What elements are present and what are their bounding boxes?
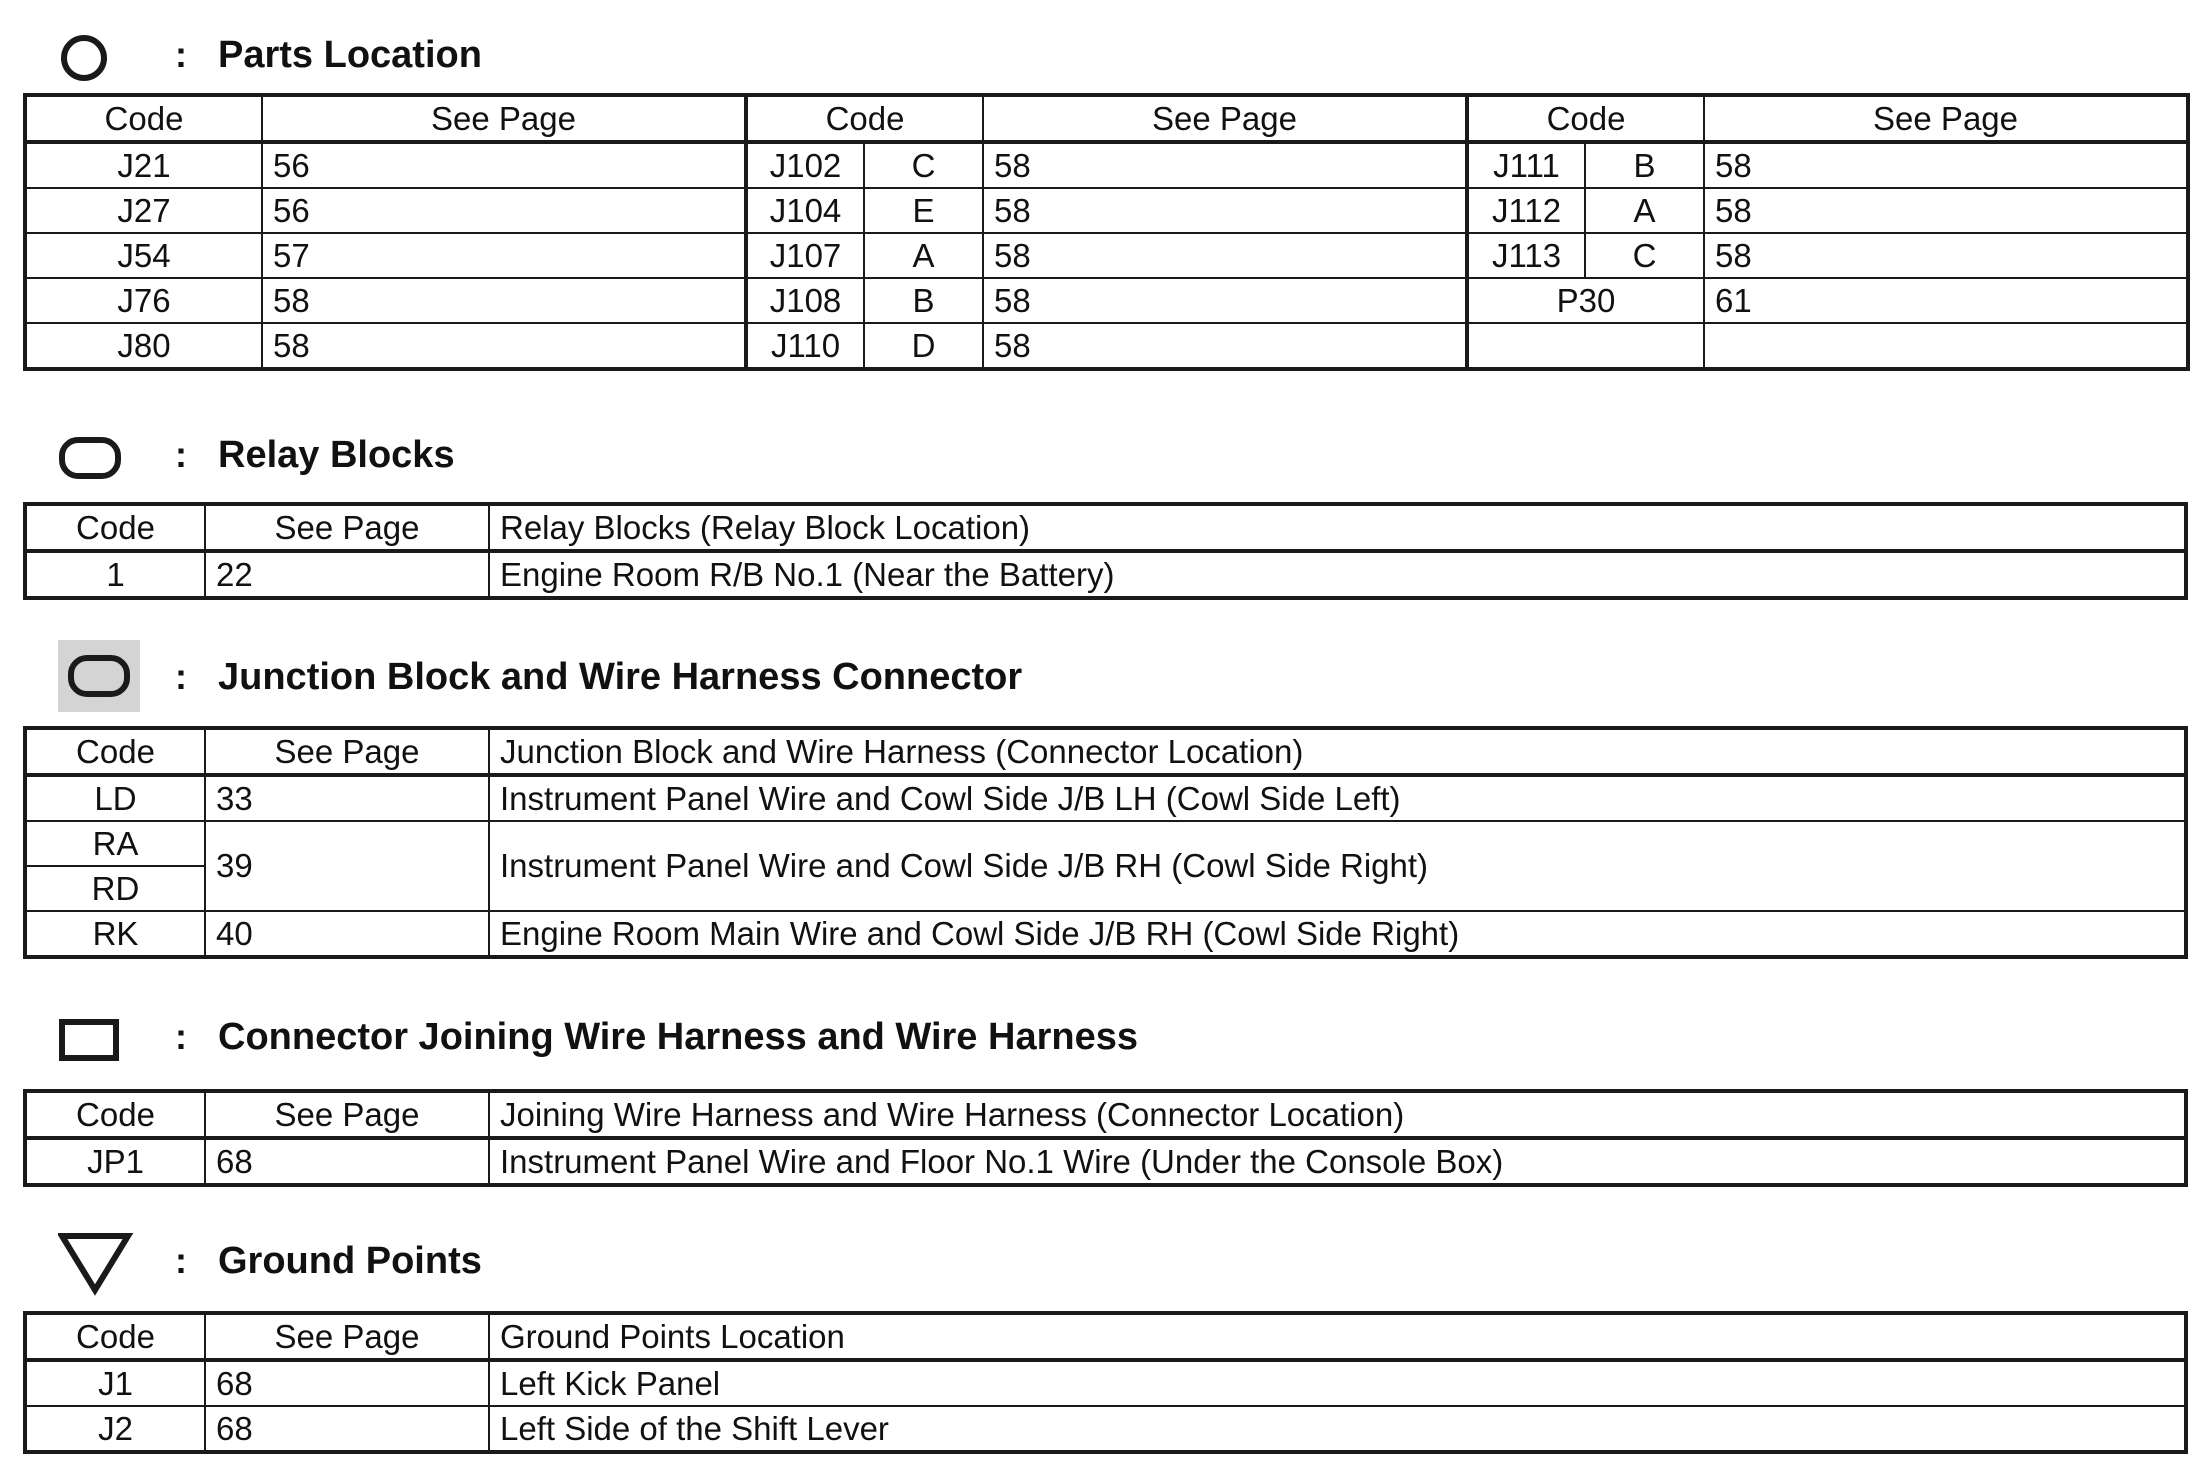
description-cell: Instrument Panel Wire and Cowl Side J/B LH (Cowl Side Left) (489, 775, 2186, 821)
table-row (25, 278, 2188, 323)
code-cell: RK (25, 911, 205, 957)
table-row (25, 233, 2188, 278)
page-cell: 58 (983, 142, 1467, 188)
code-cell: J21 (25, 142, 262, 188)
relay-blocks-heading (0, 428, 2211, 488)
code-cell: J27 (25, 188, 262, 233)
code-cell: J113 (1467, 233, 1585, 278)
page-cell: 61 (1704, 278, 2188, 323)
code-cell: LD (25, 775, 205, 821)
page-cell: 58 (1704, 188, 2188, 233)
junction-block-table (23, 726, 2188, 959)
page-cell: 58 (983, 233, 1467, 278)
sub-code-cell: A (864, 233, 983, 278)
page-cell: 58 (1704, 142, 2188, 188)
page-cell: 40 (205, 911, 489, 957)
description-cell: Left Kick Panel (489, 1360, 2186, 1406)
table-row (25, 1406, 2186, 1452)
header-code: Code (25, 1091, 205, 1138)
code-cell: J108 (746, 278, 864, 323)
code-cell: J2 (25, 1406, 205, 1452)
relay-blocks-title: Relay Blocks (218, 434, 455, 476)
header-see-page: See Page (205, 1313, 489, 1360)
junction-block-heading (0, 640, 2211, 716)
ground-points-heading (0, 1230, 2211, 1300)
code-cell: J104 (746, 188, 864, 233)
connector-colon: : (175, 1016, 187, 1057)
relay-colon: : (175, 434, 187, 475)
connector-joining-heading (0, 1010, 2211, 1070)
table-row (25, 821, 2186, 866)
code-cell: J110 (746, 323, 864, 369)
circle-icon (58, 32, 110, 84)
junction-header-row (25, 728, 2186, 775)
header-code: Code (25, 1313, 205, 1360)
header-see-page: See Page (205, 504, 489, 551)
shaded-rounded-rectangle-icon (58, 640, 140, 712)
code-cell: J102 (746, 142, 864, 188)
header-see-page: See Page (205, 728, 489, 775)
page-cell: 22 (205, 551, 489, 598)
code-cell: J107 (746, 233, 864, 278)
connector-header-row (25, 1091, 2186, 1138)
sub-code-cell: D (864, 323, 983, 369)
ground-points-title: Ground Points (218, 1240, 482, 1282)
ground-points-table (23, 1311, 2188, 1454)
header-see-page: See Page (262, 95, 746, 142)
header-see-page: See Page (205, 1091, 489, 1138)
junction-block-title: Junction Block and Wire Harness Connector (218, 656, 1023, 698)
page-cell: 58 (983, 323, 1467, 369)
table-row (25, 775, 2186, 821)
junction-colon: : (175, 656, 187, 697)
square-icon (58, 1016, 122, 1064)
table-row (25, 188, 2188, 233)
code-cell: J111 (1467, 142, 1585, 188)
relay-blocks-table (23, 502, 2188, 600)
description-cell: Instrument Panel Wire and Floor No.1 Wire (Under the Console Box) (489, 1138, 2186, 1185)
page-cell: 58 (262, 323, 746, 369)
rounded-rectangle-icon (58, 434, 122, 482)
parts-location-title: Parts Location (218, 34, 482, 76)
page-cell: 57 (262, 233, 746, 278)
code-cell: J54 (25, 233, 262, 278)
table-row (25, 142, 2188, 188)
description-cell: Engine Room Main Wire and Cowl Side J/B RH (Cowl Side Right) (489, 911, 2186, 957)
empty-cell (1704, 323, 2188, 369)
code-cell: J76 (25, 278, 262, 323)
header-code: Code (25, 728, 205, 775)
page-cell: 39 (205, 821, 489, 911)
code-cell: RA (25, 821, 205, 866)
header-see-page: See Page (983, 95, 1467, 142)
page-cell: 58 (983, 278, 1467, 323)
header-code: Code (1467, 95, 1704, 142)
parts-colon: : (175, 34, 187, 75)
code-cell: RD (25, 866, 205, 911)
code-cell: P30 (1467, 278, 1704, 323)
parts-location-table (23, 93, 2190, 371)
page-cell: 56 (262, 142, 746, 188)
connector-joining-table (23, 1089, 2188, 1187)
header-see-page: See Page (1704, 95, 2188, 142)
description-cell: Engine Room R/B No.1 (Near the Battery) (489, 551, 2186, 598)
page-cell: 68 (205, 1138, 489, 1185)
page-cell: 58 (262, 278, 746, 323)
sub-code-cell: B (1585, 142, 1704, 188)
header-code: Code (25, 504, 205, 551)
ground-colon: : (175, 1240, 187, 1281)
relay-header-row (25, 504, 2186, 551)
description-cell: Left Side of the Shift Lever (489, 1406, 2186, 1452)
down-triangle-icon (58, 1230, 134, 1296)
table-row (25, 911, 2186, 957)
page-cell: 58 (983, 188, 1467, 233)
code-cell: J112 (1467, 188, 1585, 233)
table-row (25, 551, 2186, 598)
header-code: Code (746, 95, 983, 142)
header-description: Ground Points Location (489, 1313, 2186, 1360)
parts-header-row (25, 95, 2188, 142)
connector-joining-title: Connector Joining Wire Harness and Wire Harness (218, 1016, 1138, 1058)
table-row (25, 1360, 2186, 1406)
sub-code-cell: E (864, 188, 983, 233)
page-cell: 58 (1704, 233, 2188, 278)
page-cell: 68 (205, 1360, 489, 1406)
header-description: Relay Blocks (Relay Block Location) (489, 504, 2186, 551)
sub-code-cell: B (864, 278, 983, 323)
table-row (25, 323, 2188, 369)
page-cell: 33 (205, 775, 489, 821)
ground-header-row (25, 1313, 2186, 1360)
parts-location-heading (0, 28, 2211, 88)
page-cell: 56 (262, 188, 746, 233)
code-cell: J80 (25, 323, 262, 369)
sub-code-cell: C (864, 142, 983, 188)
table-row (25, 1138, 2186, 1185)
description-cell: Instrument Panel Wire and Cowl Side J/B RH (Cowl Side Right) (489, 821, 2186, 911)
code-cell: JP1 (25, 1138, 205, 1185)
code-cell: J1 (25, 1360, 205, 1406)
empty-cell (1467, 323, 1704, 369)
header-description: Junction Block and Wire Harness (Connector Location) (489, 728, 2186, 775)
header-description: Joining Wire Harness and Wire Harness (Connector Location) (489, 1091, 2186, 1138)
sub-code-cell: C (1585, 233, 1704, 278)
page-cell: 68 (205, 1406, 489, 1452)
sub-code-cell: A (1585, 188, 1704, 233)
header-code: Code (25, 95, 262, 142)
code-cell: 1 (25, 551, 205, 598)
